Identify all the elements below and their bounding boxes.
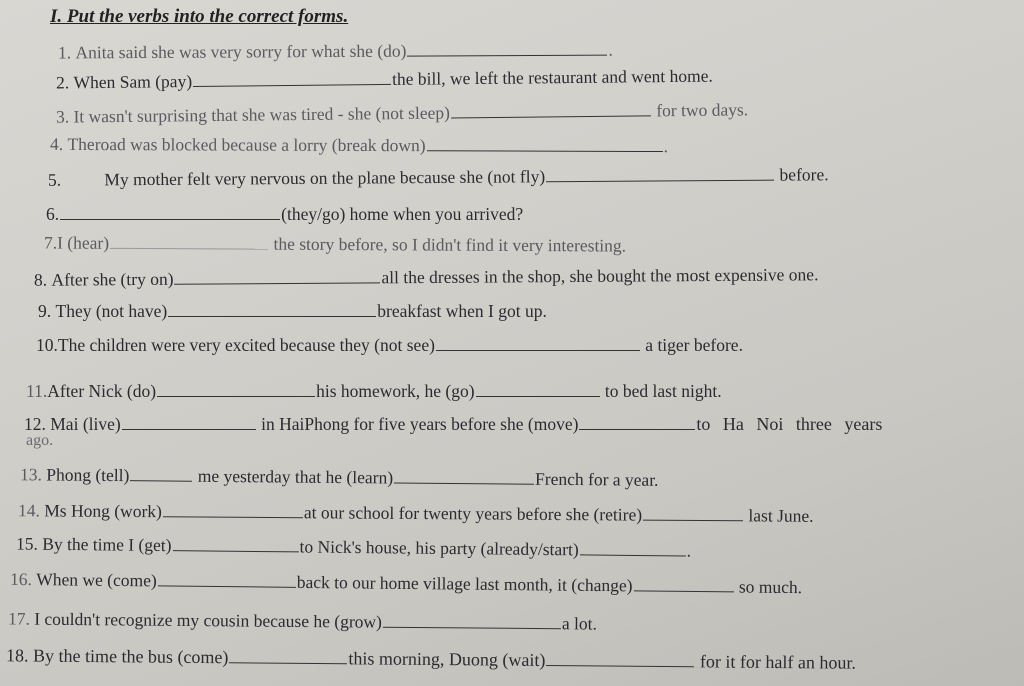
question-text-end: breakfast when I got up. (377, 301, 547, 321)
question-text-end: before. (779, 164, 829, 185)
question-3 (56, 98, 748, 127)
question-number: 8. (33, 269, 48, 290)
question-7 (44, 231, 626, 256)
question-text: Phong (tell) (46, 464, 130, 486)
question-18 (6, 644, 856, 673)
question-text: Theroad was blocked because a lorry (break down) (67, 133, 426, 156)
question-text-end: a lot. (561, 613, 598, 634)
question-text-end: for it for half an hour. (699, 651, 856, 673)
question-text-mid: to Nick's house, his party (already/start) (299, 536, 579, 560)
question-text: I couldn't recognize my cousin because he (grow) (34, 608, 383, 632)
question-12-continuation: ago. (26, 432, 54, 449)
answer-blank[interactable] (193, 70, 391, 87)
question-number: 18. (5, 645, 29, 666)
question-5 (48, 163, 829, 190)
question-text: After she (try on) (51, 268, 174, 290)
question-14 (18, 499, 814, 527)
question-text-end: French for a year. (534, 468, 659, 490)
question-9 (38, 300, 547, 322)
exercise-title: I. Put the verbs into the correct forms. (50, 6, 349, 27)
question-text: It wasn't surprising that she was tired - she (not sleep) (73, 102, 451, 127)
question-number: 3. (55, 106, 70, 127)
answer-blank[interactable] (60, 205, 280, 220)
answer-blank[interactable] (163, 502, 303, 518)
question-number: 7. (43, 232, 58, 253)
question-text: Mai (live) (50, 414, 121, 434)
question-text-mid: his homework, he (go) (316, 381, 475, 401)
question-text-end: a tiger before. (645, 335, 743, 355)
question-number: 14. (17, 500, 40, 521)
question-text: I (hear) (57, 232, 110, 253)
answer-blank[interactable] (407, 41, 607, 57)
question-text-end: to Ha Noi three years (696, 414, 883, 434)
question-number: 5. (47, 169, 62, 190)
question-text-end: for two days. (656, 99, 749, 121)
question-text: Ms Hong (work) (44, 500, 162, 522)
question-8 (34, 263, 819, 290)
answer-blank-2[interactable] (580, 540, 686, 556)
question-number: 1. (57, 42, 72, 63)
answer-blank-2[interactable] (633, 576, 733, 592)
question-text: After Nick (do) (47, 381, 157, 401)
answer-blank[interactable] (436, 336, 640, 351)
question-text: When Sam (pay) (73, 71, 193, 93)
question-text: When we (come) (36, 569, 157, 591)
answer-blank[interactable] (546, 166, 774, 183)
question-text: My mother felt very nervous on the plane because she (not fly) (104, 166, 546, 190)
answer-blank[interactable] (168, 302, 376, 317)
question-text: They (not have) (55, 301, 168, 321)
answer-blank-2[interactable] (476, 382, 600, 397)
answer-blank[interactable] (427, 136, 663, 152)
question-number: 13. (19, 464, 42, 485)
question-text-end: last June. (748, 505, 814, 526)
question-text-mid: back to our home village last month, it (change) (296, 571, 633, 596)
question-text-end: . (663, 136, 669, 157)
answer-blank-2[interactable] (643, 506, 743, 522)
question-6 (46, 203, 523, 225)
answer-blank-2[interactable] (394, 468, 534, 484)
question-text: By the time the bus (come) (32, 645, 229, 668)
question-1 (58, 39, 613, 64)
question-number: 6. (46, 204, 60, 224)
question-number: 4. (49, 133, 64, 154)
question-text-end: . (608, 39, 613, 60)
question-12 (24, 413, 882, 435)
question-number: 10. (36, 335, 58, 355)
answer-blank[interactable] (383, 613, 561, 630)
question-number: 16. (9, 568, 33, 590)
answer-blank[interactable] (158, 571, 296, 587)
question-text-end: the bill, we left the restaurant and went home. (391, 65, 713, 89)
question-text-mid: in HaiPhong for five years before she (move) (261, 414, 579, 434)
question-number: 9. (38, 301, 52, 321)
answer-blank[interactable] (172, 536, 298, 552)
question-13 (20, 463, 659, 491)
answer-blank[interactable] (229, 648, 347, 664)
question-16 (10, 568, 802, 598)
answer-blank-2[interactable] (579, 415, 695, 430)
question-number: 2. (55, 72, 70, 93)
answer-blank[interactable] (174, 268, 380, 284)
question-text-end: the story before, so I didn't find it very interesting. (273, 233, 627, 256)
question-2 (56, 65, 713, 94)
answer-blank[interactable] (157, 382, 315, 397)
question-text-end: (they/go) home when you arrived? (281, 204, 524, 224)
question-text-mid: this morning, Duong (wait) (348, 648, 546, 670)
question-4 (50, 133, 668, 157)
question-text-mid: at our school for twenty years before she (retire) (303, 502, 643, 525)
question-text-end: all the dresses in the shop, she bought the most expensive one. (381, 264, 819, 288)
answer-blank[interactable] (130, 466, 192, 482)
answer-blank[interactable] (122, 415, 256, 430)
question-15 (16, 532, 691, 561)
question-number: 17. (7, 608, 30, 629)
answer-blank[interactable] (451, 101, 651, 118)
question-text-mid: me yesterday that he (learn) (197, 465, 394, 488)
question-text-end: so much. (738, 576, 803, 598)
question-number: 12. (24, 414, 46, 434)
question-text: By the time I (get) (42, 533, 172, 556)
answer-blank-2[interactable] (546, 651, 694, 667)
question-11 (26, 380, 722, 402)
question-number: 15. (15, 533, 38, 554)
question-text-end: to bed last night. (604, 381, 722, 401)
answer-blank[interactable] (110, 234, 268, 250)
question-text: Anita said she was very sorry for what she (do) (75, 40, 407, 63)
question-text-end: . (686, 540, 692, 561)
question-17 (8, 607, 597, 634)
question-10 (36, 334, 743, 356)
question-text: The children were very excited because they (not see) (57, 335, 435, 355)
question-number: 11. (26, 381, 48, 401)
